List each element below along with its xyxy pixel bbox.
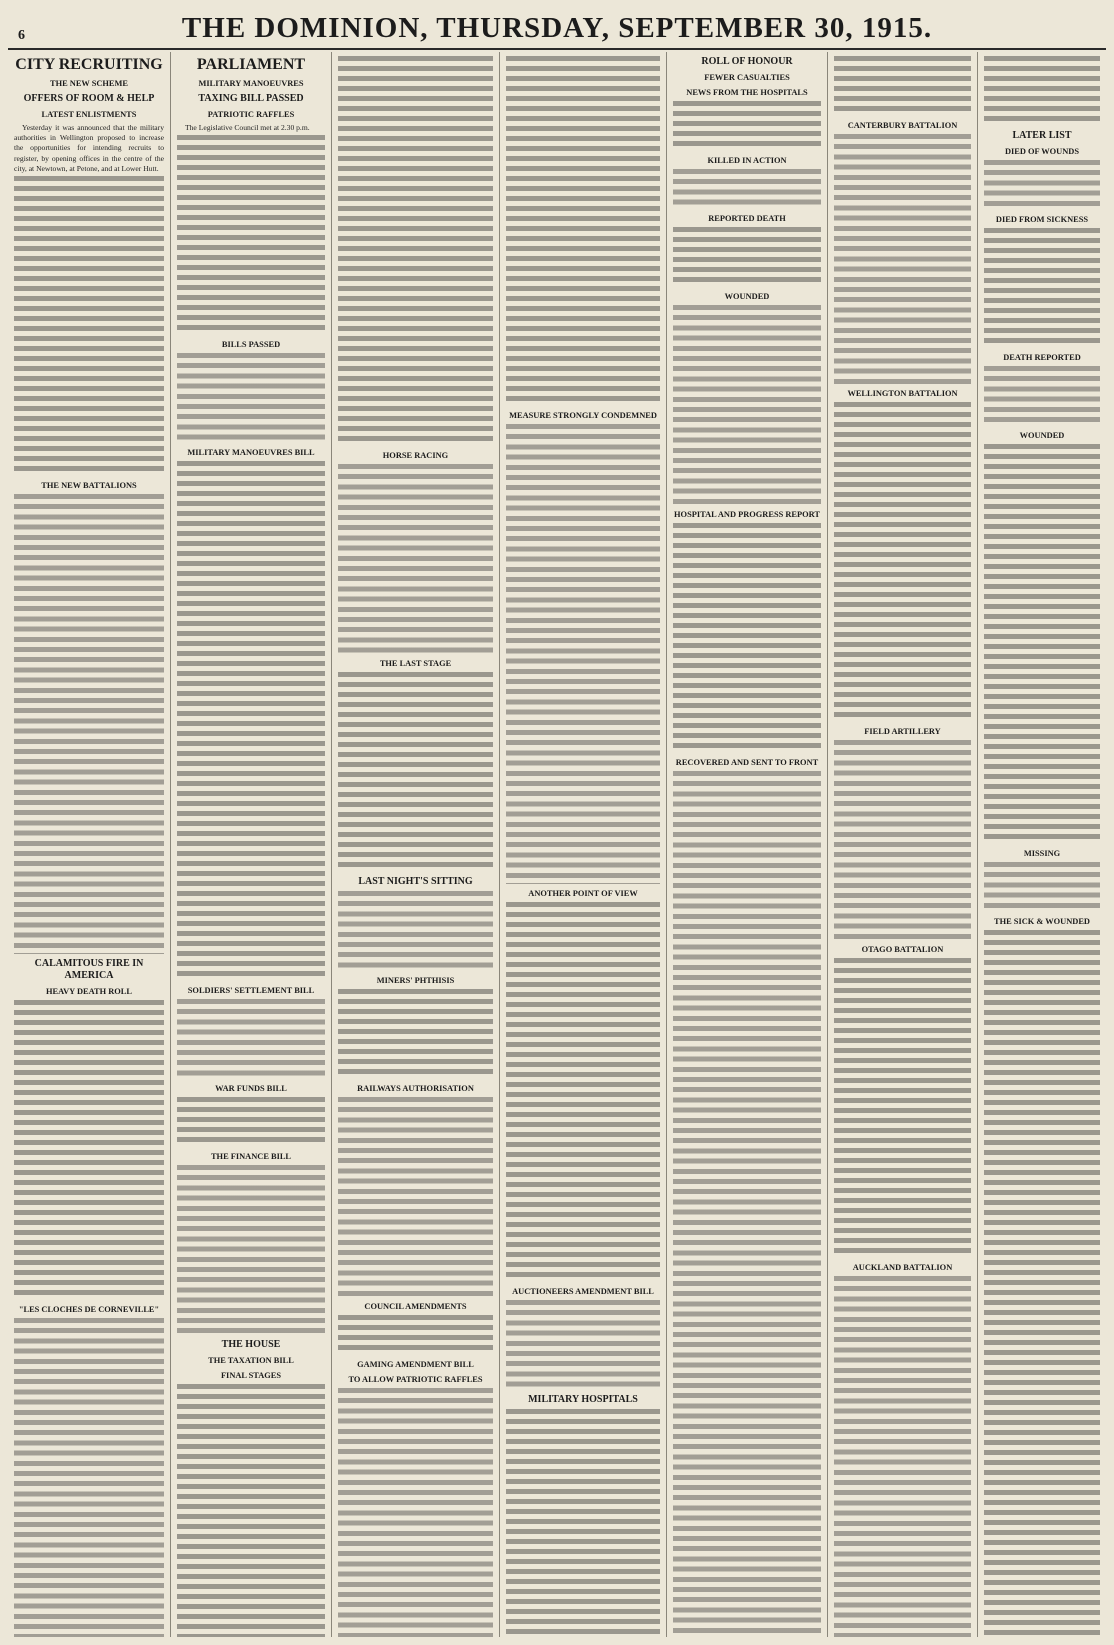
headline-calamitous-fire: CALAMITOUS FIRE IN AMERICA <box>34 958 144 982</box>
newspaper-title: THE DOMINION, THURSDAY, SEPTEMBER 30, 1915. <box>181 12 933 44</box>
body-text-block <box>177 135 325 335</box>
subhead-last-stage: THE LAST STAGE <box>379 659 452 668</box>
subhead-died-from-sickness: DIED FROM SICKNESS <box>995 215 1089 224</box>
subhead-canterbury-battalion: CANTERBURY BATTALION <box>847 121 958 130</box>
subhead-taxing-bill: TAXING BILL PASSED <box>198 93 304 104</box>
article-paragraph: The Legislative Council met at 2.30 p.m. <box>185 123 310 132</box>
subhead-the-house: THE HOUSE <box>221 1339 281 1351</box>
subhead-news-hospitals: NEWS FROM THE HOSPITALS <box>686 88 808 97</box>
subhead-measure-condemned: MEASURE STRONGLY CONDEMNED <box>509 411 657 420</box>
body-text-block <box>834 958 971 1258</box>
body-text-block <box>14 494 164 954</box>
body-text-block <box>984 160 1100 210</box>
subhead-wounded-later: WOUNDED <box>1019 431 1065 440</box>
subhead-railways-authorisation: RAILWAYS AUTHORISATION <box>357 1084 474 1093</box>
subhead-wounded: WOUNDED <box>724 292 770 301</box>
article-paragraph: Yesterday it was announced that the military authorities in Wellington proposed to increase the opportunities for intending recruits to register, by opening offices in the centre of the city, at Newtown, at Petone, and at Lower Hutt. <box>14 123 164 173</box>
subhead-bills-passed: BILLS PASSED <box>221 340 281 350</box>
body-text-block <box>673 523 821 753</box>
subhead-new-battalions: THE NEW BATTALIONS <box>41 481 137 491</box>
body-text-block <box>673 771 821 1637</box>
column-parliament <box>170 52 331 1637</box>
subhead-manoeuvres-bill: MILITARY MANOEUVRES BILL <box>187 448 315 458</box>
subhead-death-reported: DEATH REPORTED <box>1003 353 1081 362</box>
body-text-block <box>984 228 1100 348</box>
subhead-allow-raffles: TO ALLOW PATRIOTIC RAFFLES <box>348 1375 483 1384</box>
subhead-new-scheme: THE NEW SCHEME <box>49 79 129 88</box>
body-text-block <box>14 1318 164 1637</box>
column-casualty-lists <box>827 52 977 1637</box>
body-text-block <box>834 1276 971 1637</box>
subhead-otago-battalion: OTAGO BATTALION <box>861 945 944 954</box>
body-text-block <box>338 672 493 872</box>
subhead-council-amendments: COUNCIL AMENDMENTS <box>364 1302 467 1311</box>
subhead-miners-phthisis: MINERS' PHTHISIS <box>376 976 455 985</box>
body-text-block <box>338 1315 493 1355</box>
body-text-block <box>177 1165 325 1335</box>
subhead-auckland-battalion: AUCKLAND BATTALION <box>852 1263 953 1272</box>
subhead-killed-in-action: KILLED IN ACTION <box>707 156 787 165</box>
subhead-missing: MISSING <box>1023 849 1061 858</box>
column-later-list <box>977 52 1106 1637</box>
page-number: 6 <box>18 28 25 43</box>
headline-roll-of-honour: ROLL OF HONOUR <box>701 56 793 67</box>
body-text-block <box>506 902 660 1282</box>
subhead-latest-enlistments: LATEST ENLISTMENTS <box>41 110 137 119</box>
headline-parliament: PARLIAMENT <box>196 56 306 73</box>
subhead-patriotic-raffles: PATRIOTIC RAFFLES <box>207 110 295 119</box>
body-text-block <box>984 930 1100 1637</box>
column-roll-of-honour <box>666 52 827 1637</box>
subhead-field-artillery: FIELD ARTILLERY <box>864 727 941 736</box>
body-text-block <box>506 1409 660 1637</box>
body-text-block <box>338 464 493 654</box>
headline-later-list: LATER LIST <box>1012 130 1072 141</box>
article-columns <box>8 52 1106 1637</box>
subhead-heavy-death-roll: HEAVY DEATH ROLL <box>46 987 132 997</box>
body-text-block <box>177 1097 325 1147</box>
subhead-les-cloches: "LES CLOCHES DE CORNEVILLE" <box>18 1305 160 1315</box>
subhead-gaming-amendment: GAMING AMENDMENT BILL <box>357 1360 474 1369</box>
subhead-sick-wounded: THE SICK & WOUNDED <box>994 917 1090 926</box>
body-text-block <box>177 353 325 443</box>
body-text-block <box>834 134 971 384</box>
body-text-block <box>14 176 164 476</box>
subhead-soldiers-settlement: SOLDIERS' SETTLEMENT BILL <box>187 986 315 996</box>
body-text-block <box>338 891 493 971</box>
body-text-block <box>177 999 325 1079</box>
subhead-war-funds: WAR FUNDS BILL <box>215 1084 287 1094</box>
body-text-block <box>338 989 493 1079</box>
subhead-taxation-bill: THE TAXATION BILL <box>208 1356 294 1366</box>
masthead <box>8 6 1106 50</box>
body-text-block <box>673 305 821 505</box>
body-text-block <box>338 1388 493 1637</box>
column-debate-continued <box>499 52 666 1637</box>
body-text-block <box>506 56 660 406</box>
column-city-recruiting <box>8 52 170 1637</box>
column-taxation-debate <box>331 52 499 1637</box>
subhead-recovered-sent: RECOVERED AND SENT TO FRONT <box>675 758 819 767</box>
body-text-block <box>673 169 821 209</box>
subhead-hospital-progress: HOSPITAL AND PROGRESS REPORT <box>674 510 820 519</box>
subhead-auctioneers-bill: AUCTIONEERS AMENDMENT BILL <box>512 1287 654 1296</box>
body-text-block <box>673 227 821 287</box>
body-text-block <box>338 56 493 446</box>
body-text-block <box>984 56 1100 126</box>
body-text-block <box>834 740 971 940</box>
body-text-block <box>984 444 1100 844</box>
subhead-offers-of-room: OFFERS OF ROOM & HELP <box>23 93 155 104</box>
body-text-block <box>506 1300 660 1390</box>
subhead-another-point-of-view: ANOTHER POINT OF VIEW <box>528 889 638 898</box>
subhead-horse-racing: HORSE RACING <box>382 451 449 460</box>
body-text-block <box>984 862 1100 912</box>
body-text-block <box>338 1097 493 1297</box>
subhead-finance-bill: THE FINANCE BILL <box>210 1152 292 1162</box>
headline-military-hospitals: MILITARY HOSPITALS <box>528 1394 638 1405</box>
subhead-military-manoeuvres: MILITARY MANOEUVRES <box>198 79 304 88</box>
headline-city-recruiting: CITY RECRUITING <box>15 56 163 73</box>
body-text-block <box>984 366 1100 426</box>
subhead-reported-death: REPORTED DEATH <box>708 214 786 223</box>
subhead-final-stages: FINAL STAGES <box>220 1371 282 1381</box>
body-text-block <box>834 402 971 722</box>
body-text-block <box>834 56 971 116</box>
headline-last-nights-sitting: LAST NIGHT'S SITTING <box>358 876 473 887</box>
subhead-wellington-battalion: WELLINGTON BATTALION <box>847 389 958 398</box>
body-text-block <box>506 424 660 884</box>
subhead-fewer-casualties: FEWER CASUALTIES <box>704 73 790 82</box>
body-text-block <box>673 101 821 151</box>
body-text-block <box>177 461 325 981</box>
subhead-died-of-wounds: DIED OF WOUNDS <box>1005 147 1079 156</box>
body-text-block <box>177 1384 325 1637</box>
body-text-block <box>14 1000 164 1300</box>
